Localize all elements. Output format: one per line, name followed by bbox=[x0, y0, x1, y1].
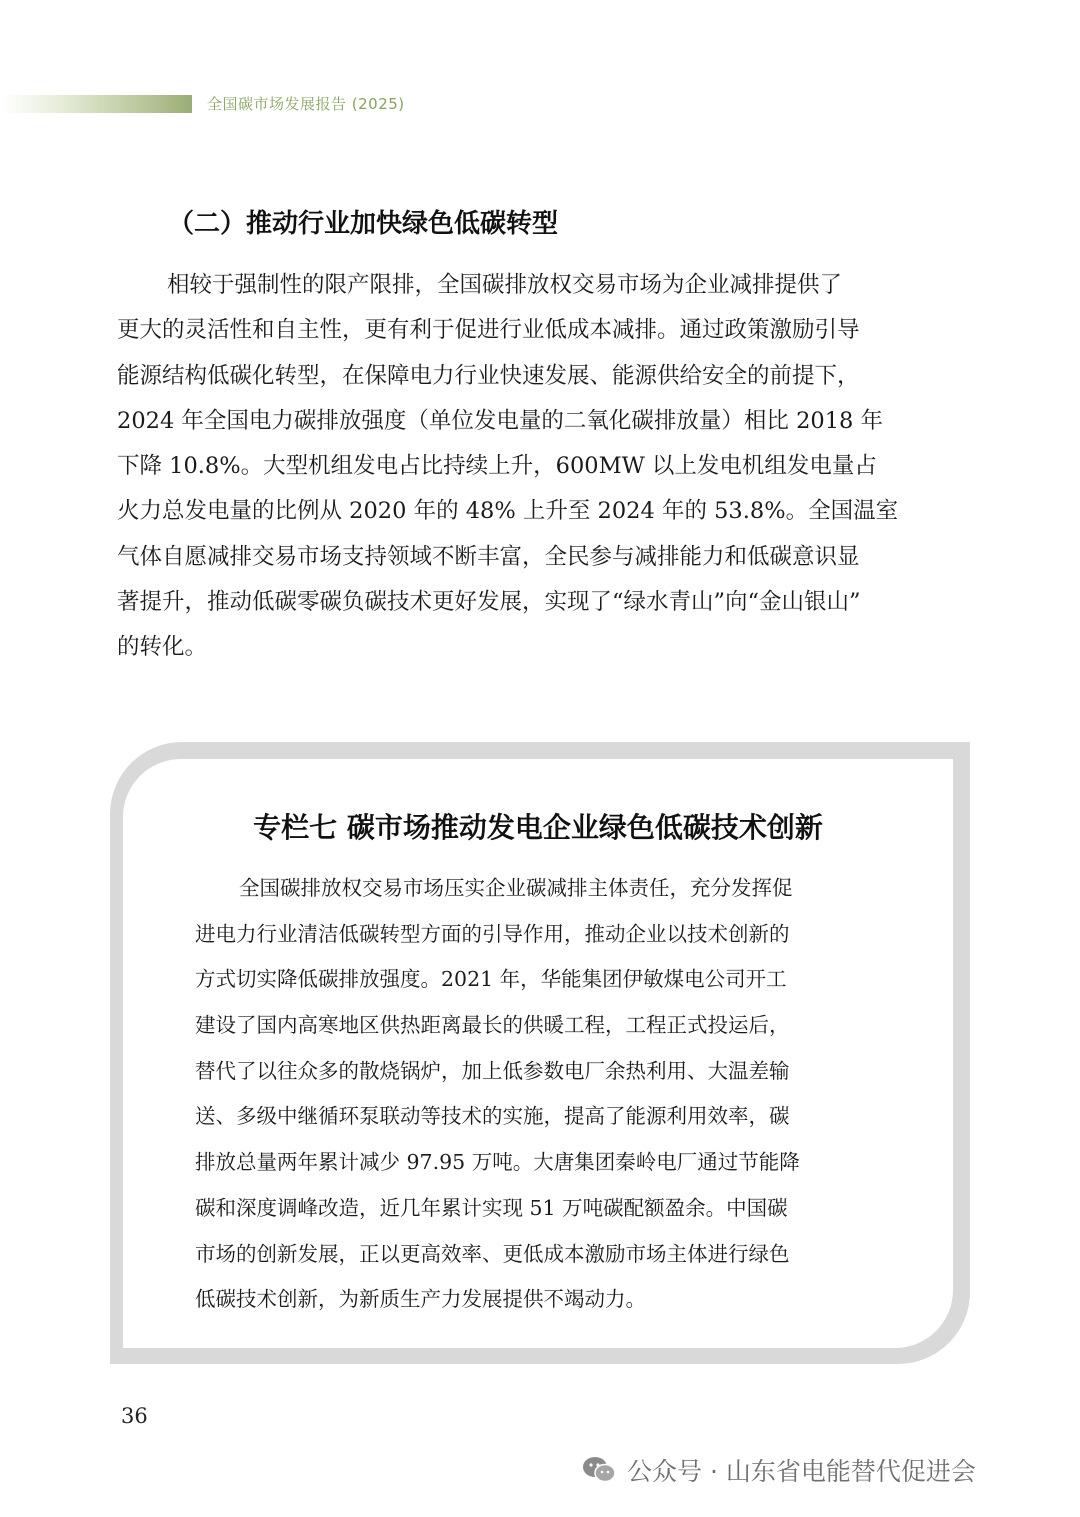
watermark-text: 公众号 · 山东省电能替代促进会 bbox=[627, 1457, 976, 1486]
paragraph-line: 更大的灵活性和自主性，更有利于促进行业低成本减排。通过政策激励引导 bbox=[117, 317, 860, 344]
running-header-title: 全国碳市场发展报告 (2025) bbox=[207, 95, 405, 113]
case-box-body bbox=[195, 866, 910, 1323]
page-number: 36 bbox=[121, 1404, 148, 1428]
header-gradient-bar bbox=[0, 95, 192, 113]
paragraph-line: 2024 年全国电力碳排放强度（单位发电量的二氧化碳排放量）相比 2018 年 bbox=[117, 407, 883, 434]
box-line: 进电力行业清洁低碳转型方面的引导作用，推动企业以技术创新的 bbox=[195, 921, 790, 946]
paragraph-line: 著提升，推动低碳零碳负碳技术更好发展，实现了“绿水青山”向“金山银山” bbox=[117, 589, 861, 616]
wechat-icon bbox=[581, 1455, 617, 1485]
box-line: 方式切实降低碳排放强度。2021 年，华能集团伊敏煤电公司开工 bbox=[195, 967, 787, 992]
paragraph-line: 的转化。 bbox=[117, 634, 208, 661]
section-heading: （二）推动行业加快绿色低碳转型 bbox=[168, 209, 559, 239]
body-paragraph bbox=[117, 263, 965, 671]
box-line: 建设了国内高寒地区供热距离最长的供暖工程，工程正式投运后， bbox=[195, 1013, 790, 1038]
paragraph-line: 下降 10.8%。大型机组发电占比持续上升，600MW 以上发电机组发电量占 bbox=[117, 453, 877, 480]
case-box-title: 专栏七 碳市场推动发电企业绿色低碳技术创新 bbox=[253, 811, 823, 844]
box-line: 排放总量两年累计减少 97.95 万吨。大唐集团秦岭电厂通过节能降 bbox=[195, 1150, 800, 1175]
box-line: 市场的创新发展，正以更高效率、更低成本激励市场主体进行绿色 bbox=[195, 1241, 790, 1266]
paragraph-line: 火力总发电量的比例从 2020 年的 48% 上升至 2024 年的 53.8%。全国温室 bbox=[117, 498, 899, 525]
box-line: 碳和深度调峰改造，近几年累计实现 51 万吨碳配额盈余。中国碳 bbox=[195, 1195, 788, 1220]
paragraph-line: 相较于强制性的限产限排，全国碳排放权交易市场为企业减排提供了 bbox=[167, 272, 843, 298]
watermark bbox=[581, 1452, 976, 1488]
box-line: 替代了以往众多的散烧锅炉，加上低参数电厂余热利用、大温差输 bbox=[195, 1058, 790, 1083]
paragraph-line: 气体自愿减排交易市场支持领域不断丰富，全民参与减排能力和低碳意识显 bbox=[117, 543, 860, 570]
box-line: 送、多级中继循环泵联动等技术的实施，提高了能源利用效率，碳 bbox=[195, 1104, 790, 1129]
paragraph-line: 能源结构低碳化转型，在保障电力行业快速发展、能源供给安全的前提下， bbox=[117, 362, 860, 389]
box-line: 全国碳排放权交易市场压实企业碳减排主体责任，充分发挥促 bbox=[239, 876, 793, 900]
box-line: 低碳技术创新，为新质生产力发展提供不竭动力。 bbox=[195, 1287, 646, 1312]
